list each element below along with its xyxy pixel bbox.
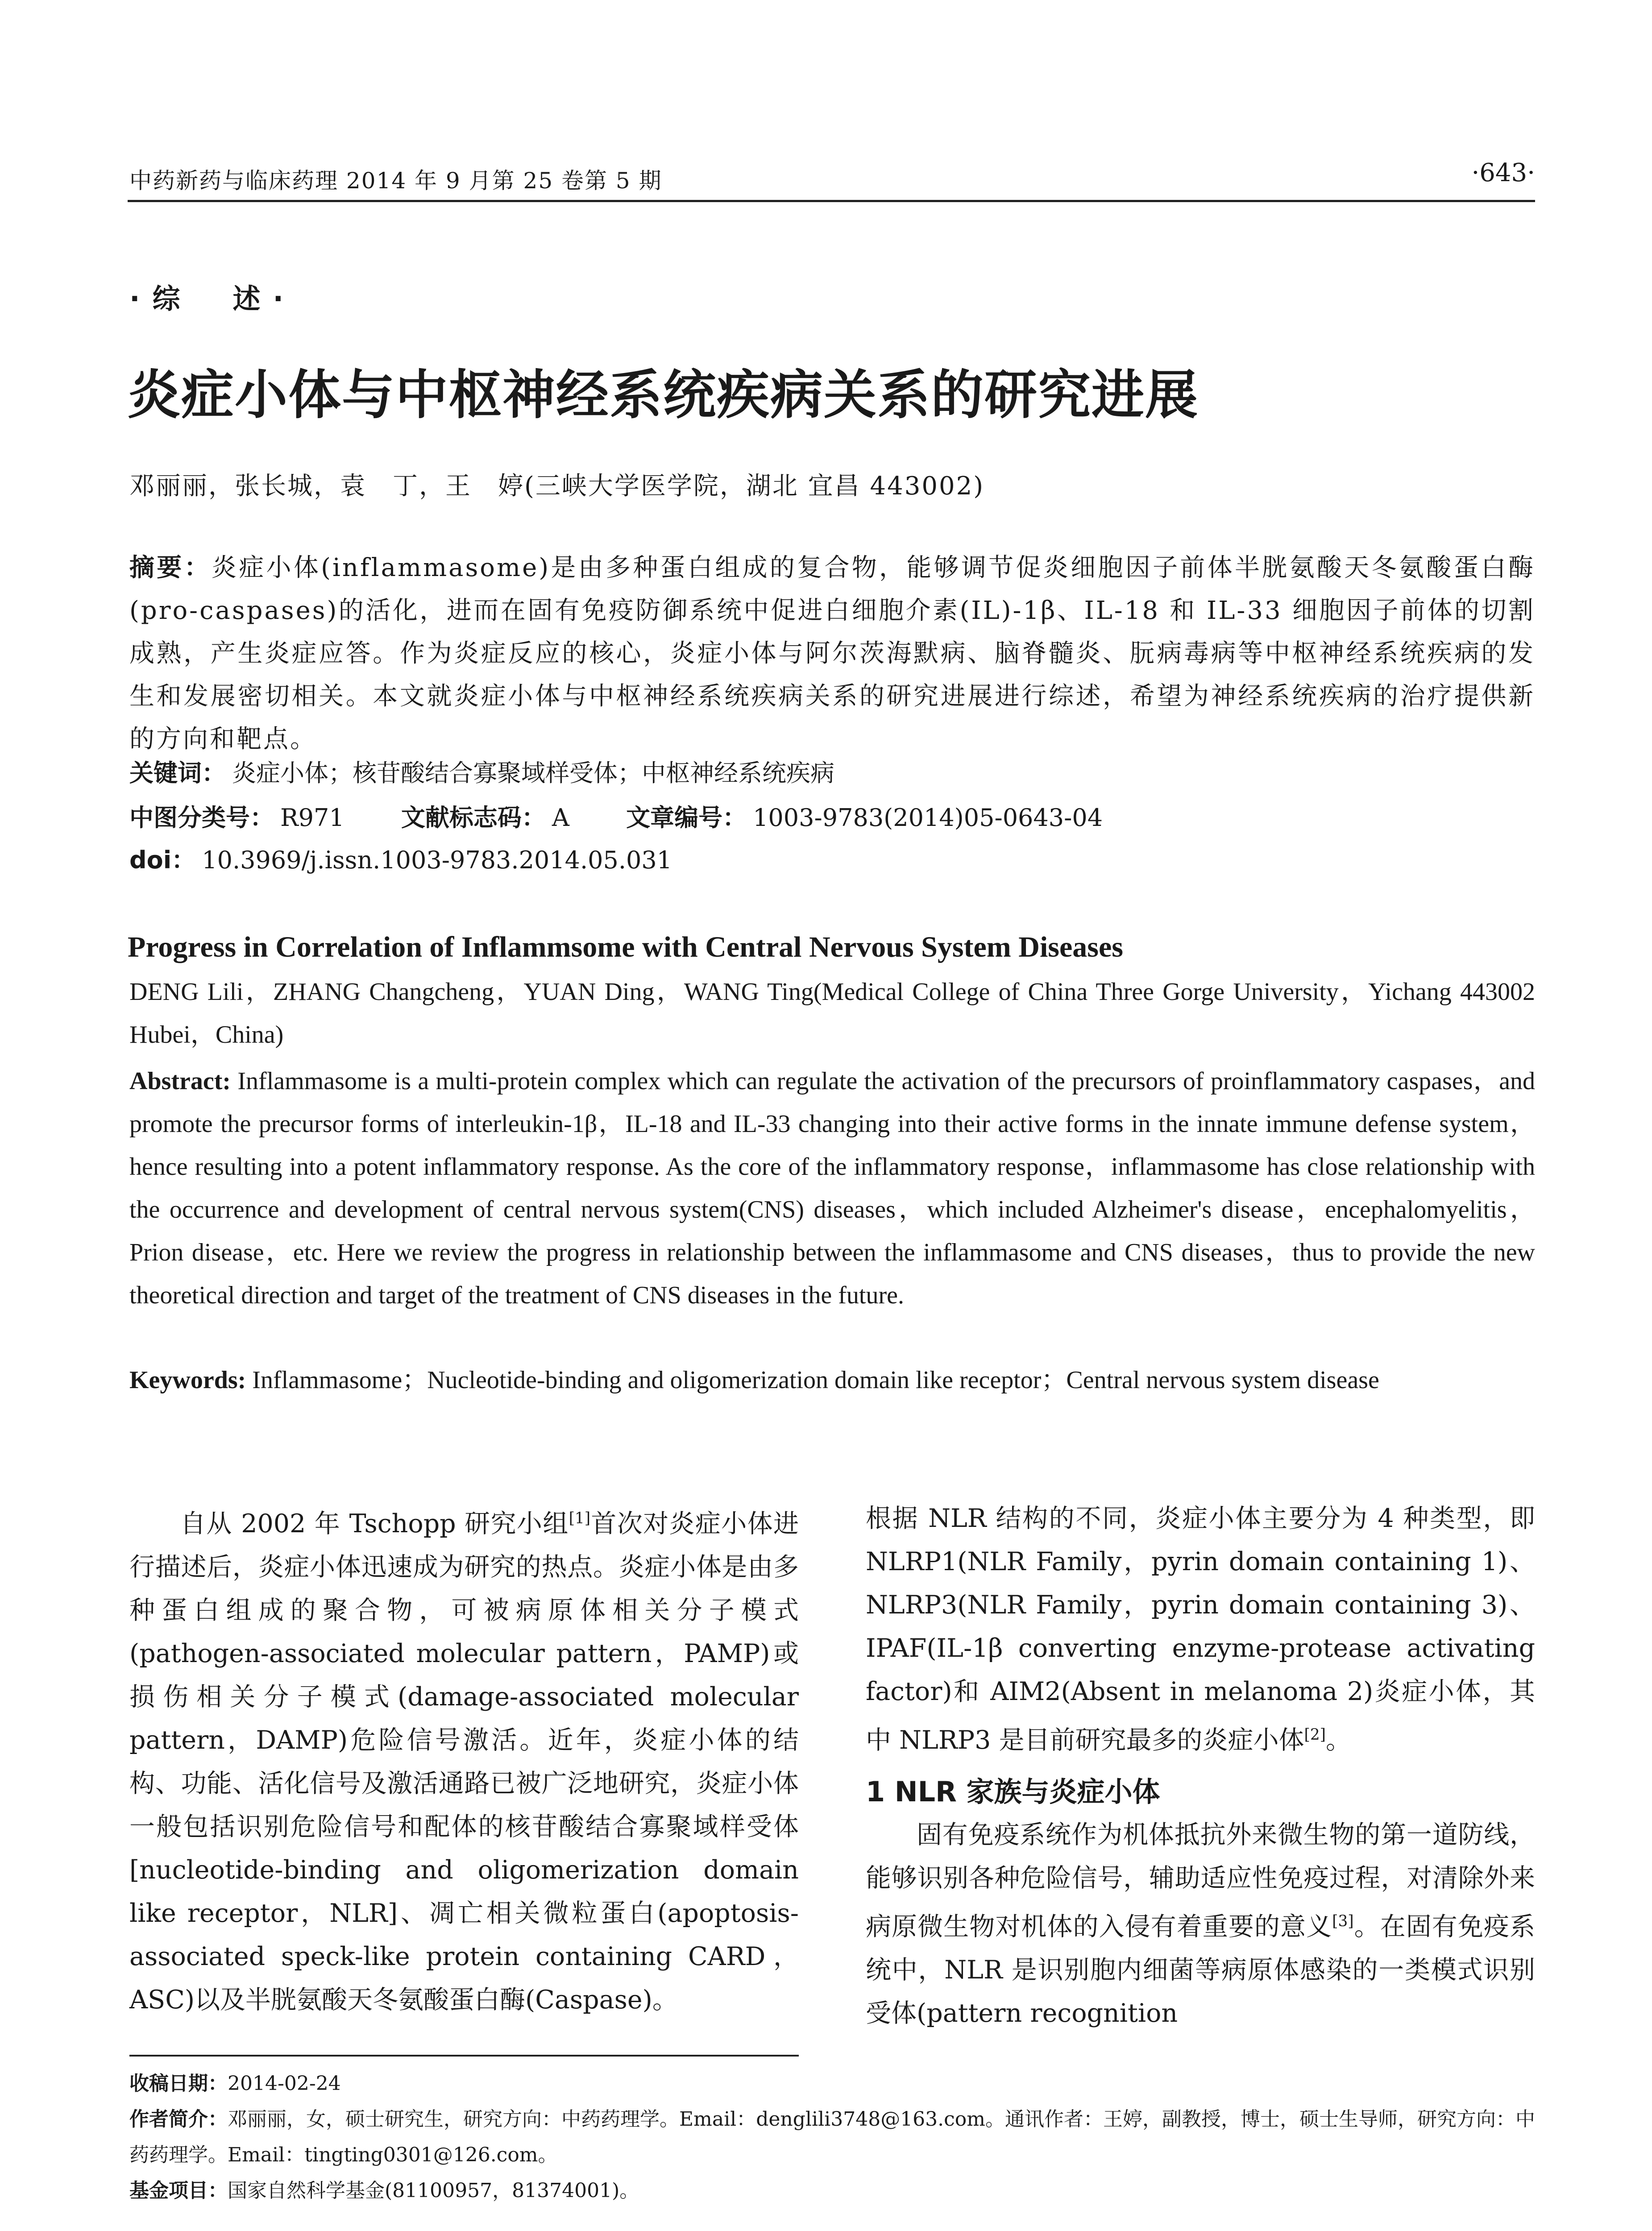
doi-value: 10.3969/j.issn.1003-9783.2014.05.031 xyxy=(202,846,672,874)
citation-ref: [2] xyxy=(1304,1726,1326,1744)
footnote-divider xyxy=(129,2055,799,2057)
body-left-column xyxy=(129,1497,799,2022)
body-paragraph: 固有免疫系统作为机体抵抗外来微生物的第一道防线，能够识别各种危险信号，辅助适应性免疫过程，对清除外来病原微生物对机体的入侵有着重要的意义[3]。在固有免疫系统中，NLR 是识别胞内细菌等病原体感染的一类模式识别受体(pattern recognition xyxy=(866,1820,1535,2028)
doi-line xyxy=(129,841,672,875)
journal-header: 中药新药与临床药理 2014 年 9 月第 25 卷第 5 期 xyxy=(129,168,662,194)
citation-ref: [1] xyxy=(569,1509,591,1527)
chinese-abstract-label: 摘要： xyxy=(129,553,212,582)
chinese-keywords-text: 炎症小体；核苷酸结合寡聚域样受体；中枢神经系统疾病 xyxy=(232,759,834,787)
english-keywords-label: Keywords: xyxy=(129,1366,246,1394)
english-abstract-label: Abstract: xyxy=(129,1067,231,1095)
chinese-abstract-text: 炎症小体(inflammasome)是由多种蛋白组成的复合物，能够调节促炎细胞因子前体半胱氨酸天冬氨酸蛋白酶(pro-caspases)的活化，进而在固有免疫防御系统中促进白细胞介素(IL)-1β、IL-18 和 IL-33 细胞因子前体的切割成熟，产生炎症应答。作为炎症反应的核心，炎症小体与阿尔茨海默病、脑脊髓炎、朊病毒病等中枢神经系统疾病的发生和发展密切相关。本文就炎症小体与中枢神经系统疾病关系的研究进展进行综述，希望为神经系统疾病的治疗提供新的方向和靶点。 xyxy=(129,553,1536,754)
author-bio: 作者简介：邓丽丽，女，硕士研究生，研究方向：中药药理学。Email：denglili3748@163.com。通讯作者：王婷，副教授，博士，硕士生导师，研究方向：中药药理学。Email：tingting0301@126.com。 xyxy=(129,2108,1536,2166)
english-title: Progress in Correlation of Inflammsome with Central Nervous System Diseases xyxy=(128,931,1123,963)
clc-value: R971 xyxy=(280,804,345,832)
received-date: 收稿日期：2014-02-24 xyxy=(129,2072,341,2095)
body-paragraph: 自从 2002 年 Tschopp 研究小组[1]首次对炎症小体进行描述后，炎症小体迅速成为研究的热点。炎症小体是由多种蛋白组成的聚合物，可被病原体相关分子模式(pathogen-associated molecular pattern，PAMP)或损伤相关分子模式(damage-associated molecular pattern，DAMP)危险信号激活。近年，炎症小体的结构、功能、活化信号及激活通路已被广泛地研究，炎症小体一般包括识别危险信号和配体的核苷酸结合寡聚域样受体[nucleotide-binding and oligomerization domain like receptor，NLR]、凋亡相关微粒蛋白(apoptosis-associated speck-like protein containing CARD，ASC)以及半胱氨酸天冬氨酸蛋白酶(Caspase)。 xyxy=(129,1509,799,2015)
doc-code-value: A xyxy=(552,804,569,832)
article-no-label: 文章编号： xyxy=(626,804,747,832)
citation-ref: [3] xyxy=(1332,1912,1354,1930)
body-right-column xyxy=(866,1497,1535,2035)
funding: 基金项目：国家自然科学基金(81100957，81374001)。 xyxy=(129,2179,639,2202)
chinese-title: 炎症小体与中枢神经系统疾病关系的研究进展 xyxy=(128,364,1199,426)
chinese-keywords xyxy=(129,754,834,788)
body-paragraph: 根据 NLR 结构的不同，炎症小体主要分为 4 种类型，即 NLRP1(NLR Family，pyrin domain containing 1)、NLRP3(NLR Family，pyrin domain containing 3)、IPAF(IL-1β converting enzyme-protease activating factor)和 AIM2(Absent in melanoma 2)炎症小体，其中 NLRP3 是目前研究最多的炎症小体[2]。 xyxy=(866,1504,1535,1755)
chinese-abstract xyxy=(129,547,1535,761)
english-abstract-text: Inflammasome is a multi-protein complex which can regulate the activation of the precursors of proinflammatory caspases，and promote the precursor forms of interleukin-1β，IL-18 and IL-33 changing into their active forms in the innate immune defense system，hence resulting into a potent inflammatory response. As the core of the inflammatory response，inflammasome has close relationship with the occurrence and development of central nervous system(CNS) diseases，which included Alzheimer's disease，encephalomyelitis，Prion disease，etc. Here we review the progress in relationship between the inflammasome and CNS diseases，thus to provide the new theoretical direction and target of the treatment of CNS diseases in the future. xyxy=(129,1067,1535,1309)
chinese-keywords-label: 关键词： xyxy=(129,759,226,787)
column-tag: ·综 述· xyxy=(129,282,296,315)
english-keywords-text: Inflammasome；Nucleotide-binding and oligomerization domain like receptor；Central nervous system disease xyxy=(252,1366,1379,1394)
english-keywords xyxy=(129,1359,1535,1402)
article-no-value: 1003-9783(2014)05-0643-04 xyxy=(753,804,1103,832)
english-authors: DENG Lili，ZHANG Changcheng，YUAN Ding，WANG Ting(Medical College of China Three Gorge University，Yichang 443002 Hubei，China) xyxy=(129,978,1535,1049)
doc-code-label: 文献标志码： xyxy=(401,804,546,832)
page-number: ·643· xyxy=(1471,158,1535,187)
header-divider xyxy=(128,200,1535,202)
footnotes xyxy=(129,2066,1535,2209)
chinese-authors: 邓丽丽，张长城，袁 丁，王 婷(三峡大学医学院，湖北 宜昌 443002) xyxy=(129,472,985,501)
english-abstract xyxy=(129,1060,1535,1317)
section-heading: 1 NLR 家族与炎症小体 xyxy=(866,1775,1160,1808)
doi-label: doi： xyxy=(129,846,196,874)
clc-label: 中图分类号： xyxy=(129,804,274,832)
classification-line xyxy=(129,799,1103,833)
